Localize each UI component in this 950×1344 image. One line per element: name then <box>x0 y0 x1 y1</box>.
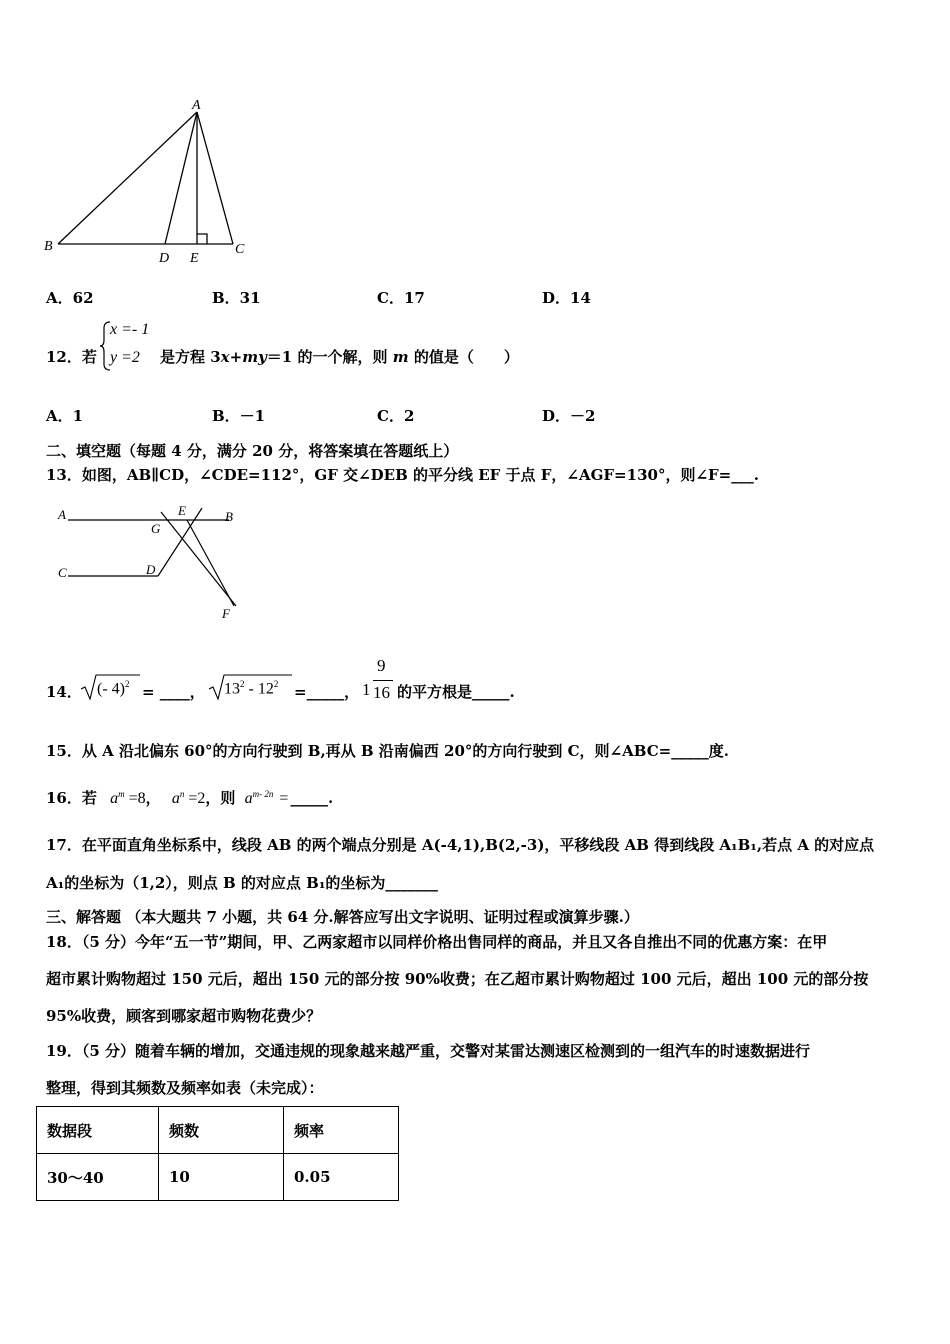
label-C: C <box>235 242 245 257</box>
q11-option-a: A．62 <box>46 289 94 307</box>
label-D: D <box>146 562 156 577</box>
fraction-numerator: 9 <box>377 656 386 675</box>
label-B: B <box>225 509 233 524</box>
q15-text: 15．从 A 沿北偏东 60°的方向行驶到 B,再从 B 沿南偏西 20°的方向行驶到 C，则∠ABC=_____度. <box>46 742 729 760</box>
label-A: A <box>192 98 201 113</box>
q12-text: 是方程 3x+my＝1 的一个解，则 m 的值是（ ） <box>160 348 519 366</box>
q14-eq1: = ____， <box>142 683 205 701</box>
q12-number: 12．若 <box>46 348 97 366</box>
q12-option-a: A．1 <box>46 407 84 425</box>
system-top-eq: x =- 1 <box>110 321 150 338</box>
q14-tail: 的平方根是_____. <box>397 683 515 701</box>
q11-option-b: B．31 <box>212 289 261 307</box>
q12-option-d: D．－2 <box>542 407 596 425</box>
table-header-cell: 频数 <box>159 1107 284 1154</box>
q14-number: 14． <box>46 683 82 701</box>
table-cell: 30～40 <box>37 1154 159 1201</box>
q18-line2: 超市累计购物超过 150 元后，超出 150 元的部分按 90%收费；在乙超市累计购物超过 100 元后，超出 100 元的部分按 <box>46 970 869 988</box>
label-D: D <box>159 251 170 266</box>
fraction-bar <box>373 680 393 681</box>
q17-line2: A₁的坐标为（1,2），则点 B 的对应点 B₁的坐标为_______ <box>46 874 438 892</box>
q19-line1: 19．（5 分）随着车辆的增加，交通违规的现象越来越严重，交警对某雷达测速区检测到的一组汽车的时速数据进行 <box>46 1042 811 1060</box>
q11-option-c: C．17 <box>377 289 425 307</box>
table-header-row <box>37 1107 399 1154</box>
system-bottom-eq: y =2 <box>110 349 140 366</box>
section-answer-heading: 三、解答题 （本大题共 7 小题，共 64 分.解答应写出文字说明、证明过程或演算步骤.） <box>46 908 639 926</box>
table-header-cell: 数据段 <box>37 1107 159 1154</box>
q18-line3: 95%收费，顾客到哪家超市购物花费少？ <box>46 1007 322 1025</box>
q14-eq2: =_____， <box>294 683 360 701</box>
fraction-denominator: 16 <box>373 683 390 702</box>
section-fill-blank-heading: 二、填空题（每题 4 分，满分 20 分，将答案填在答题纸上） <box>46 442 459 460</box>
parallel-lines-figure <box>54 500 264 625</box>
q16-line: 16．若 $a^m =8$， $a^n =2$，则 $a^{m- 2n}$ = _____. <box>46 789 334 807</box>
label-G: G <box>151 521 161 536</box>
q11-option-d: D．14 <box>542 289 591 307</box>
label-E: E <box>178 503 186 518</box>
q17-line1: 17．在平面直角坐标系中，线段 AB 的两个端点分别是 A(-4,1),B(2,-3)，平移线段 AB 得到线段 A₁B₁,若点 A 的对应点 <box>46 836 875 854</box>
sqrt-content-2: $13^2 - 12^2$ <box>224 679 279 698</box>
q13-text: 13．如图，AB∥CD，∠CDE=112°，GF 交∠DEB 的平分线 EF 于点 F，∠AGF=130°，则∠F=___. <box>46 466 759 484</box>
triangle-figure <box>40 92 260 272</box>
sqrt-content-1: (- 4)$^2$ <box>97 679 130 698</box>
table-cell: 0.05 <box>284 1154 399 1201</box>
q19-line2: 整理，得到其频数及频率如表（未完成）： <box>46 1079 324 1097</box>
label-A: A <box>58 507 66 522</box>
label-C: C <box>58 565 67 580</box>
label-E: E <box>190 251 199 266</box>
q12-option-b: B．－1 <box>212 407 266 425</box>
label-B: B <box>44 239 53 254</box>
label-F: F <box>222 606 230 621</box>
table-row <box>37 1154 399 1201</box>
q12-option-c: C．2 <box>377 407 415 425</box>
frequency-table <box>36 1106 399 1201</box>
table-header-cell: 频率 <box>284 1107 399 1154</box>
mixed-number-whole: 1 <box>362 680 371 699</box>
table-cell: 10 <box>159 1154 284 1201</box>
q18-line1: 18．（5 分）今年“五一节”期间，甲、乙两家超市以同样价格出售同样的商品，并且又各自推出不同的优惠方案：在甲 <box>46 933 828 951</box>
